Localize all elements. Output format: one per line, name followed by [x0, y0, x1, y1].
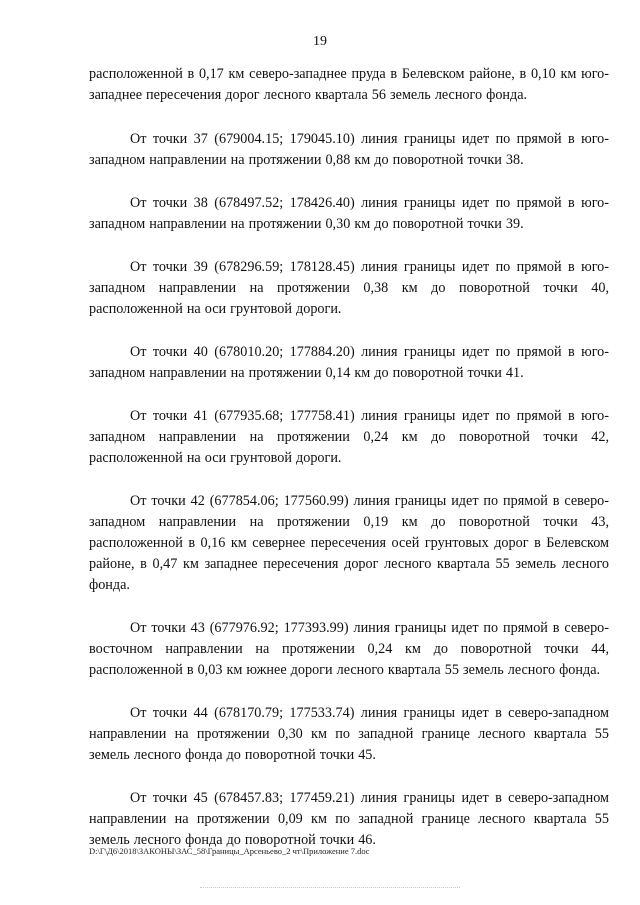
paragraph-point-41: От точки 41 (677935.68; 177758.41) линия границы идет по прямой в юго-западном направлении на протяжении 0,24 км до поворотной точки 42, расположенной на оси грунтовой дороги. — [89, 408, 609, 466]
paragraph-point-37: От точки 37 (679004.15; 179045.10) линия границы идет по прямой в юго-западном направлении на протяжении 0,88 км до поворотной точки 38. — [89, 131, 609, 168]
document-body — [89, 64, 609, 873]
paragraph-point-45: От точки 45 (678457.83; 177459.21) линия границы идет в северо-западном направлении на протяжении 0,09 км по западной границе лесного квартала 55 земель лесного фонда до поворотной точки 46. — [89, 790, 609, 848]
scan-artifact-line — [200, 887, 460, 889]
paragraph-point-42: От точки 42 (677854.06; 177560.99) линия границы идет по прямой в северо-западном направлении на протяжении 0,19 км до поворотной точки 43, расположенной в 0,16 км севернее пересечения осей грунтовых дорог в Белевском районе, в 0,47 км западнее пересечения дорог лесного квартала 55 земель лесного фонда. — [89, 493, 609, 593]
paragraph-point-39: От точки 39 (678296.59; 178128.45) линия границы идет по прямой в юго-западном направлении на протяжении 0,38 км до поворотной точки 40, расположенной на оси грунтовой дороги. — [89, 259, 609, 317]
paragraph-point-43: От точки 43 (677976.92; 177393.99) линия границы идет по прямой в северо-восточном направлении на протяжении 0,24 км до поворотной точки 44, расположенной в 0,03 км южнее дороги лесного квартала 55 земель лесного фонда. — [89, 620, 609, 678]
paragraph-point-38: От точки 38 (678497.52; 178426.40) линия границы идет по прямой в юго-западном направлении на протяжении 0,30 км до поворотной точки 39. — [89, 195, 609, 232]
paragraph-point-40: От точки 40 (678010.20; 177884.20) линия границы идет по прямой в юго-западном направлении на протяжении 0,14 км до поворотной точки 41. — [89, 344, 609, 381]
footer-file-path: D:\Г\Д6\2018\ЗАКОНЫ\ЗАС_58\Границы_Арсеньево_2 чт\Приложение 7.doc — [89, 846, 370, 856]
paragraph-continuation: расположенной в 0,17 км северо-западнее пруда в Белевском районе, в 0,10 км юго-западнее пересечения дорог лесного квартала 56 земель лесного фонда. — [89, 66, 609, 103]
paragraph-point-44: От точки 44 (678170.79; 177533.74) линия границы идет в северо-западном направлении на протяжении 0,30 км по западной границе лесного квартала 55 земель лесного фонда до поворотной точки 45. — [89, 705, 609, 763]
page-number: 19 — [313, 34, 327, 49]
